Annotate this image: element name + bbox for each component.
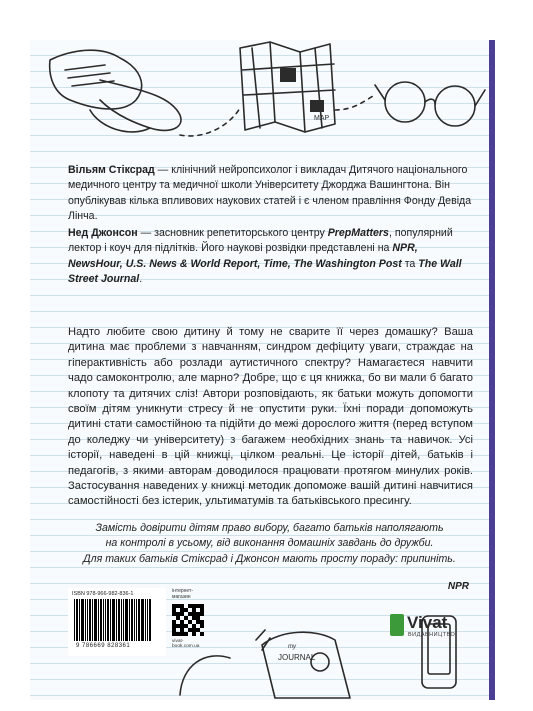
bio-stixrud-text: — клінічний нейропсихолог і викладач Дитячого національного медичного центру та медичної школи Університету Джорджа Вашингтона. Він опублікував кілька впливових наукових статей і є членом правління Фонду Девіда Лінча. — [68, 164, 472, 223]
sneakers-illustration — [50, 50, 181, 132]
qr-label: інтернет-магазин — [172, 588, 193, 600]
headphones-illustration — [180, 656, 230, 695]
dashed-path — [180, 108, 240, 136]
author-name-johnson: Нед Джонсон — [68, 227, 138, 239]
bio-stixrud — [68, 163, 473, 225]
journal-label-1: my — [288, 644, 296, 650]
publisher-name: Vivat — [407, 613, 448, 632]
quote-line-1: Замість довірити дітям право вибору, багато батьків наполягають — [95, 522, 444, 534]
map-label: MAP — [314, 115, 330, 122]
isbn-text: ISBN 978-966-982-836-1 — [72, 591, 134, 597]
publisher-logo — [390, 611, 454, 641]
qr-site: vivat-book.com.ua — [172, 639, 200, 649]
media-wsj: The Wall Street Journal — [68, 257, 462, 286]
dashed-path-2 — [335, 95, 375, 110]
vivat-logo-mark — [390, 614, 404, 636]
bio-johnson-text-3: та — [401, 257, 419, 270]
media-list: NPR, NewsHour, U.S. News & World Report, Time, The Washington Post — [68, 242, 418, 270]
glasses-illustration — [375, 82, 485, 126]
bio-johnson-text-1: — засновник репетиторського центру — [137, 227, 328, 239]
journal-label-2: JOURNAL — [278, 653, 316, 662]
book-description: Надто любите свою дитину й тому не сварите її через домашку? Ваша дитина має проблеми з навчанням, синдром дефіциту уваги, страждає на гіперактивність або розлади аутистичного спектру? Намагаєтеся навчити чадо самоконтролю, але марно? Добре, що є ця книжка, бо ви мали б багато клопоту та дитячих сліз! Автори розповідають, як батьки можуть допомогти своїм дітям уникнути стресу й не опустити руки. Їхні поради допоможуть дитині стати самостійною та підійти до межі дорослого життя (перед вступом до коледжу чи університету) з багажем необхідних знань та навичок. Усі історії, наведені в цій книжці, цілком реальні. Це історії дітей, батьків і педагогів, з якими авторам доводилося працювати протягом минулих років. Застосування наведених у книжці методик допоможе вашій дитині навчитися самостійності без істерик, ультиматумів та батьківського пресингу. — [68, 326, 473, 508]
publisher-subtitle: ВИДАВНИЦТВО — [408, 632, 456, 638]
press-quote — [62, 521, 477, 567]
bio-johnson — [68, 226, 473, 288]
quote-line-2: на контролі в усьому, від виконання домашніх завдань до дружби. — [105, 537, 434, 550]
company-name: PrepMatters — [327, 227, 389, 239]
author-name-stixrud: Вільям Стіксрад — [68, 164, 155, 176]
barcode-number: 9 786669 828361 — [76, 643, 131, 649]
journal-illustration — [256, 630, 350, 698]
bio-johnson-text-2: , популярний лектор і коуч для підлітків. Його наукові розвідки представлені на — [68, 227, 453, 255]
bio-johnson-text-4: . — [139, 273, 143, 286]
quote-line-3: Для таких батьків Стіксрад і Джонсон мають просту пораду: припиніть. — [83, 552, 456, 565]
top-doodles — [30, 40, 492, 160]
quote-source: NPR — [447, 581, 469, 592]
